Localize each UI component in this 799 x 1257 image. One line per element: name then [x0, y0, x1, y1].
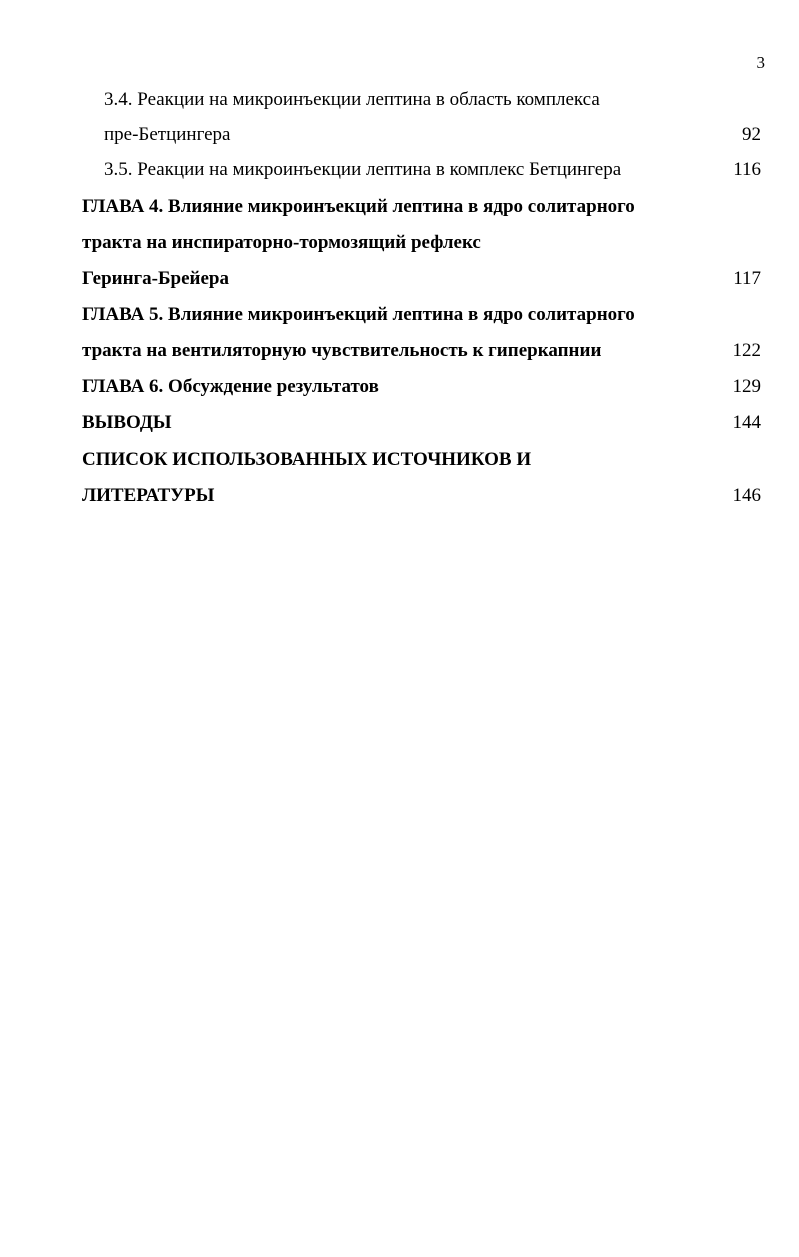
toc-entry-chapter-4-cont — [0, 225, 799, 261]
toc-entry-conclusions — [0, 405, 799, 441]
toc-entry-text: ВЫВОДЫ — [82, 412, 172, 433]
toc-entry-page: 116 — [733, 159, 761, 180]
toc-entry-chapter-4-end — [0, 261, 799, 297]
toc-entry-chapter-6 — [0, 369, 799, 405]
toc-entry-page: 92 — [742, 124, 761, 145]
toc-entry-text: Геринга-Брейера — [82, 268, 229, 289]
toc-entry-chapter-4 — [0, 189, 799, 225]
toc-entry-page: 144 — [732, 412, 761, 433]
page-number: 3 — [756, 53, 765, 72]
toc-entry-page: 146 — [732, 485, 761, 506]
toc-entry-text: тракта на инспираторно-тормозящий рефлекс — [82, 232, 481, 253]
toc-entry-page: 122 — [732, 340, 761, 361]
toc-entry-chapter-5 — [0, 297, 799, 333]
toc-entry-text: ГЛАВА 6. Обсуждение результатов — [82, 376, 379, 397]
toc-entry-page: 129 — [732, 376, 761, 397]
toc-entry-text: пре-Бетцингера — [104, 124, 231, 145]
toc-entry-text: СПИСОК ИСПОЛЬЗОВАННЫХ ИСТОЧНИКОВ И — [82, 449, 532, 470]
toc-entry-references-cont — [0, 478, 799, 514]
toc-entry-text: 3.4. Реакции на микроинъекции лептина в область комплекса — [104, 89, 600, 110]
toc-entry-chapter-5-cont — [0, 333, 799, 369]
toc-entry-text: ГЛАВА 5. Влияние микроинъекций лептина в ядро солитарного — [82, 304, 635, 325]
toc-entry-text: 3.5. Реакции на микроинъекции лептина в комплекс Бетцингера — [104, 159, 622, 180]
toc-entry-3-4-cont — [0, 117, 799, 153]
toc-entry-page: 117 — [733, 268, 761, 289]
toc-entry-3-4 — [0, 82, 799, 118]
toc-entry-text: ГЛАВА 4. Влияние микроинъекций лептина в ядро солитарного — [82, 196, 635, 217]
toc-entry-references — [0, 442, 799, 478]
toc-entry-text: ЛИТЕРАТУРЫ — [82, 485, 215, 506]
toc-entry-text: тракта на вентиляторную чувствительность к гиперкапнии — [82, 340, 602, 361]
toc-entry-3-5 — [0, 152, 799, 188]
